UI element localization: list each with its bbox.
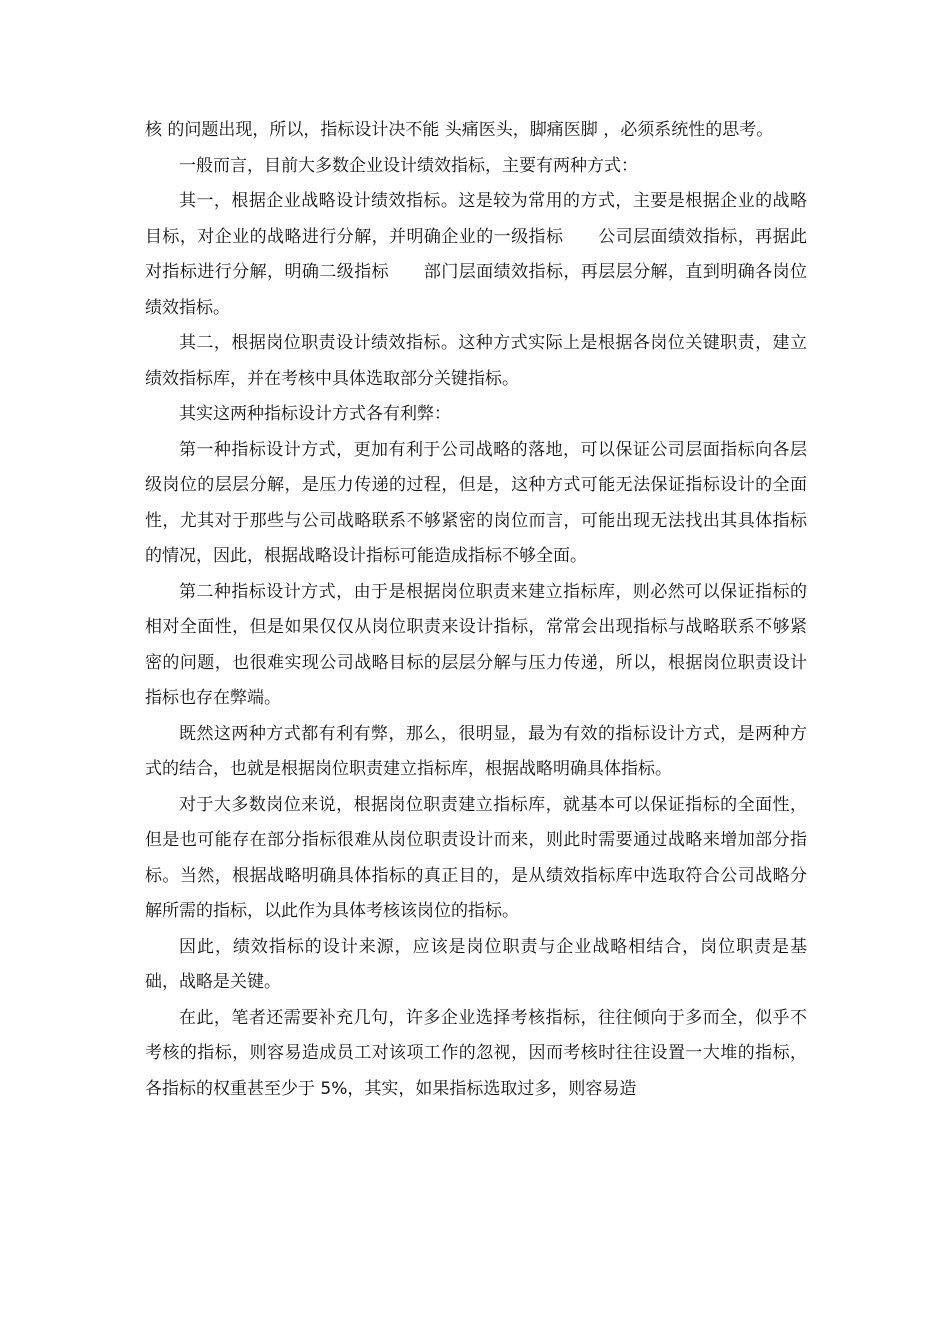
paragraph-3: 其一，根据企业战略设计绩效指标。这是较为常用的方式，主要是根据企业的战略目标，对企业的战略进行分解，并明确企业的一级指标 公司层面绩效指标，再据此对指标进行分解，明确二级指标 部门层面绩效指标，再层层分解，直到明确各岗位绩效指标。 [145, 191, 807, 318]
paragraph-11: 在此，笔者还需要补充几句，许多企业选择考核指标，往往倾向于多而全，似乎不考核的指标，则容易造成员工对该项工作的忽视，因而考核时往往设置一大堆的指标，各指标的权重甚至少于 5%，其实，如果指标选取过多，则容易造 [145, 1007, 807, 1099]
paragraph-4: 其二，根据岗位职责设计绩效指标。这种方式实际上是根据各岗位关键职责，建立绩效指标库，并在考核中具体选取部分关键指标。 [145, 333, 807, 389]
paragraph-10: 因此，绩效指标的设计来源，应该是岗位职责与企业战略相结合，岗位职责是基础，战略是关键。 [145, 936, 807, 992]
paragraph-6: 第一种指标设计方式，更加有利于公司战略的落地，可以保证公司层面指标向各层级岗位的层层分解，是压力传递的过程，但是，这种方式可能无法保证指标设计的全面性，尤其对于那些与公司战略联系不够紧密的岗位而言，可能出现无法找出其具体指标的情况，因此，根据战略设计指标可能造成指标不够全面。 [145, 439, 807, 566]
paragraph-8: 既然这两种方式都有利有弊，那么，很明显，最为有效的指标设计方式，是两种方式的结合，也就是根据岗位职责建立指标库，根据战略明确具体指标。 [145, 723, 807, 779]
paragraph-7: 第二种指标设计方式，由于是根据岗位职责来建立指标库，则必然可以保证指标的相对全面性，但是如果仅仅从岗位职责来设计指标，常常会出现指标与战略联系不够紧密的问题，也很难实现公司战略目标的层层分解与压力传递，所以，根据岗位职责设计指标也存在弊端。 [145, 581, 807, 708]
paragraph-9: 对于大多数岗位来说，根据岗位职责建立指标库，就基本可以保证指标的全面性，但是也可能存在部分指标很难从岗位职责设计而来，则此时需要通过战略来增加部分指标。当然，根据战略明确具体指标的真正目的，是从绩效指标库中选取符合公司战略分解所需的指标，以此作为具体考核该岗位的指标。 [145, 794, 807, 921]
document-page [145, 113, 807, 1107]
paragraph-1: 核 的问题出现，所以，指标设计决不能 头痛医头，脚痛医脚 ，必须系统性的思考。 [145, 120, 774, 140]
paragraph-5: 其实这两种指标设计方式各有利弊： [179, 404, 451, 424]
paragraph-2: 一般而言，目前大多数企业设计绩效指标，主要有两种方式： [179, 155, 638, 176]
